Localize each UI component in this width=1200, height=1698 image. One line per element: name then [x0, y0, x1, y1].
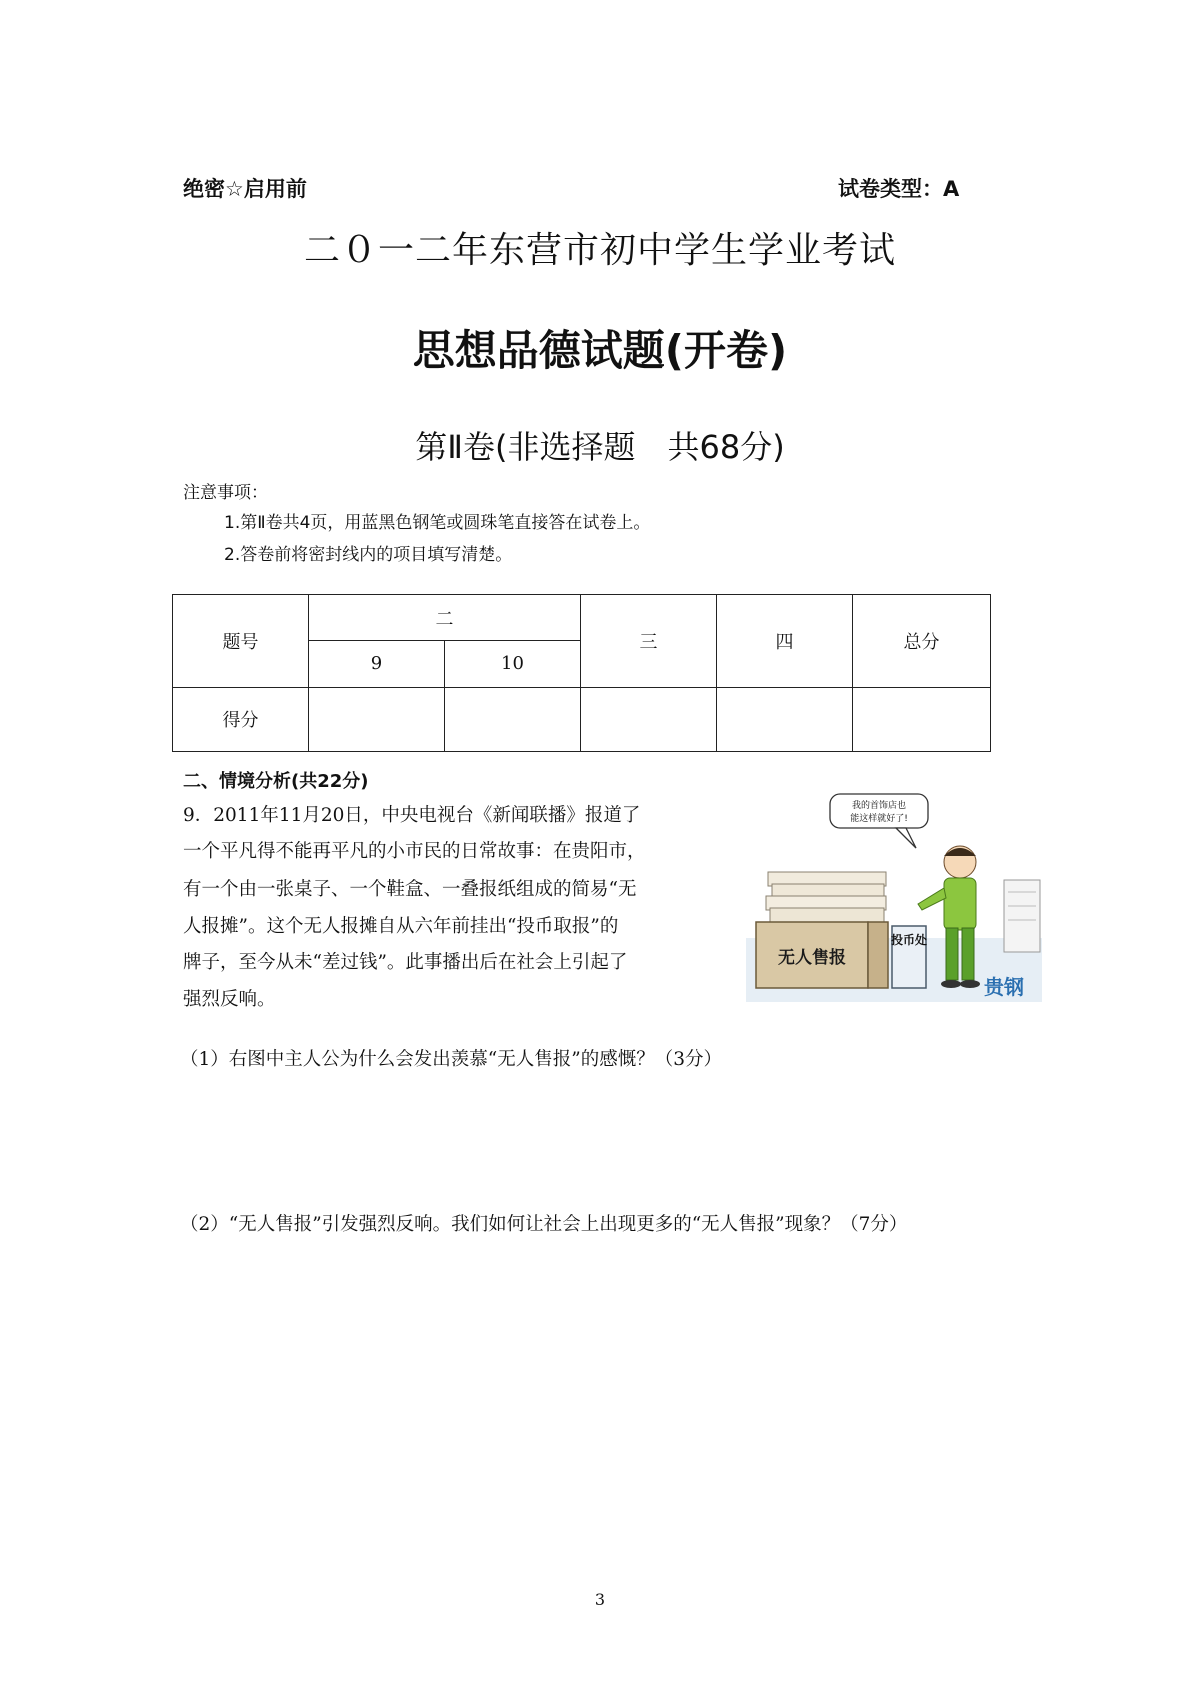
score-row-label: 得分 [173, 687, 309, 751]
question-number-header: 题号 [173, 595, 309, 688]
question-9-sub-2: （2）“无人售报”引发强烈反响。我们如何让社会上出现更多的“无人售报”现象？（7分） [180, 1214, 908, 1235]
question-9-line: 牌子，至今从未“差过钱”。此事播出后在社会上引起了 [183, 952, 628, 973]
score-cell-three [581, 687, 717, 751]
paper-type-label: 试卷类型：A [838, 177, 960, 201]
speech-line-2: 能这样就好了! [850, 814, 908, 824]
back-shelf [1004, 880, 1040, 952]
score-cell-q10 [445, 687, 581, 751]
confidential-label: 绝密☆启用前 [183, 177, 307, 201]
section-two-header: 二 [309, 595, 581, 641]
section-four-header: 四 [717, 595, 853, 688]
speech-line-1: 我的首饰店也 [851, 801, 907, 811]
section-three-header: 三 [581, 595, 717, 688]
question-9-header: 9 [309, 641, 445, 687]
score-table [172, 594, 991, 752]
notes-item: 1.第Ⅱ卷共4页，用蓝黑色钢笔或圆珠笔直接答在试卷上。 [224, 513, 651, 533]
cartoon-illustration [746, 788, 1042, 1002]
score-cell-q9 [309, 687, 445, 751]
question-9-line: 一个平凡得不能再平凡的小市民的日常故事：在贵阳市， [183, 841, 646, 862]
question-10-header: 10 [445, 641, 581, 687]
total-header: 总分 [853, 595, 991, 688]
exam-title: 二０一二年东营市初中学生学业考试 [303, 230, 896, 271]
question-9-line: 人报摊”。这个无人报摊自从六年前挂出“投币取报”的 [183, 916, 619, 937]
box-label: 无人售报 [778, 948, 846, 968]
score-cell-total [853, 687, 991, 751]
subject-title: 思想品德试题(开卷) [412, 326, 788, 375]
section-heading: 二、情境分析(共22分) [183, 771, 369, 792]
question-9-line: 强烈反响。 [183, 989, 276, 1010]
page-number: 3 [594, 1590, 606, 1609]
question-9-sub-1: （1）右图中主人公为什么会发出羡慕“无人售报”的感慨？（3分） [180, 1049, 722, 1070]
notes-item: 2.答卷前将密封线内的项目填写清楚。 [224, 545, 513, 565]
score-cell-four [717, 687, 853, 751]
newspaper-stack [766, 872, 886, 922]
artist-signature: 贵钢 [984, 975, 1024, 999]
section-title: 第Ⅱ卷(非选择题 共68分) [415, 428, 785, 466]
question-9-line: 有一个由一张桌子、一个鞋盒、一叠报纸组成的简易“无 [183, 879, 637, 900]
notes-heading: 注意事项： [183, 483, 268, 503]
question-9-line: 9．2011年11月20日，中央电视台《新闻联播》报道了 [183, 805, 641, 826]
coin-box-label: 投币处 [890, 933, 928, 947]
